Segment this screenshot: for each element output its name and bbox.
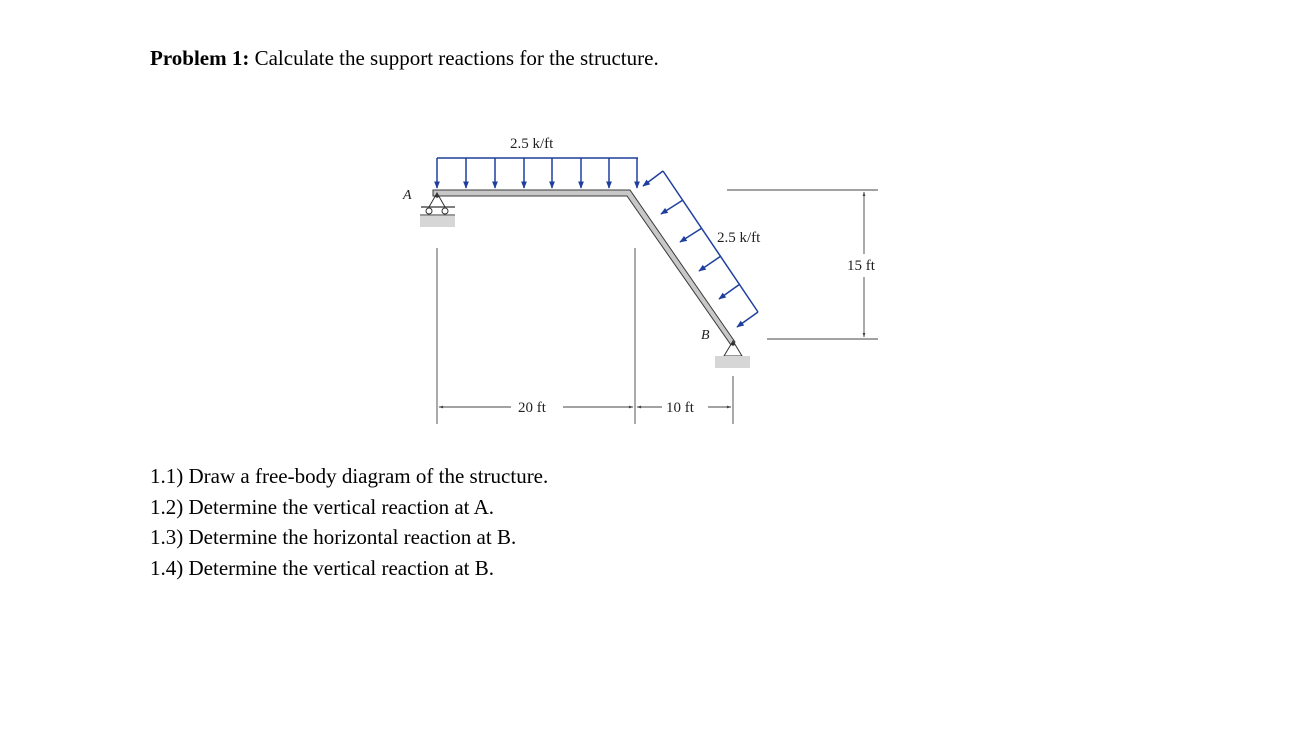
load-arrow: [661, 200, 683, 214]
horizontal-load-label: 2.5 k/ft: [510, 136, 554, 152]
load-arrow: [737, 312, 758, 327]
structure-member: [433, 190, 735, 345]
point-a-label: A: [403, 188, 412, 203]
inclined-span-label: 10 ft: [666, 400, 694, 416]
question-item: 1.3) Determine the horizontal reaction at B.: [150, 525, 517, 549]
horizontal-span-label: 20 ft: [518, 400, 546, 416]
load-arrow: [719, 284, 740, 299]
load-arrow: [680, 228, 702, 242]
ground: [715, 356, 750, 368]
problem-statement: Calculate the support reactions for the structure.: [254, 46, 659, 70]
pin-support-b: [715, 341, 750, 368]
question-list: [150, 461, 548, 583]
question-item: 1.2) Determine the vertical reaction at A.: [150, 494, 495, 519]
point-b-label: B: [701, 328, 710, 343]
inclined-load-label: 2.5 k/ft: [717, 230, 761, 246]
question-item: 1.4) Determine the vertical reaction at B.: [150, 555, 495, 580]
horizontal-distributed-load: [437, 158, 638, 188]
problem-label: Problem 1:: [150, 46, 250, 70]
dimension-lines: [437, 190, 878, 424]
pin: [435, 194, 439, 198]
height-label: 15 ft: [847, 258, 875, 274]
inclined-distributed-load: [643, 171, 758, 327]
load-arrow: [699, 256, 721, 271]
ground: [420, 216, 455, 227]
roller-wheel: [426, 208, 432, 214]
roller-wheel: [442, 208, 448, 214]
pin: [731, 342, 735, 346]
roller-support-a: [420, 193, 455, 227]
load-arrow: [643, 171, 663, 186]
question-item: 1.1) Draw a free-body diagram of the structure.: [150, 464, 549, 488]
